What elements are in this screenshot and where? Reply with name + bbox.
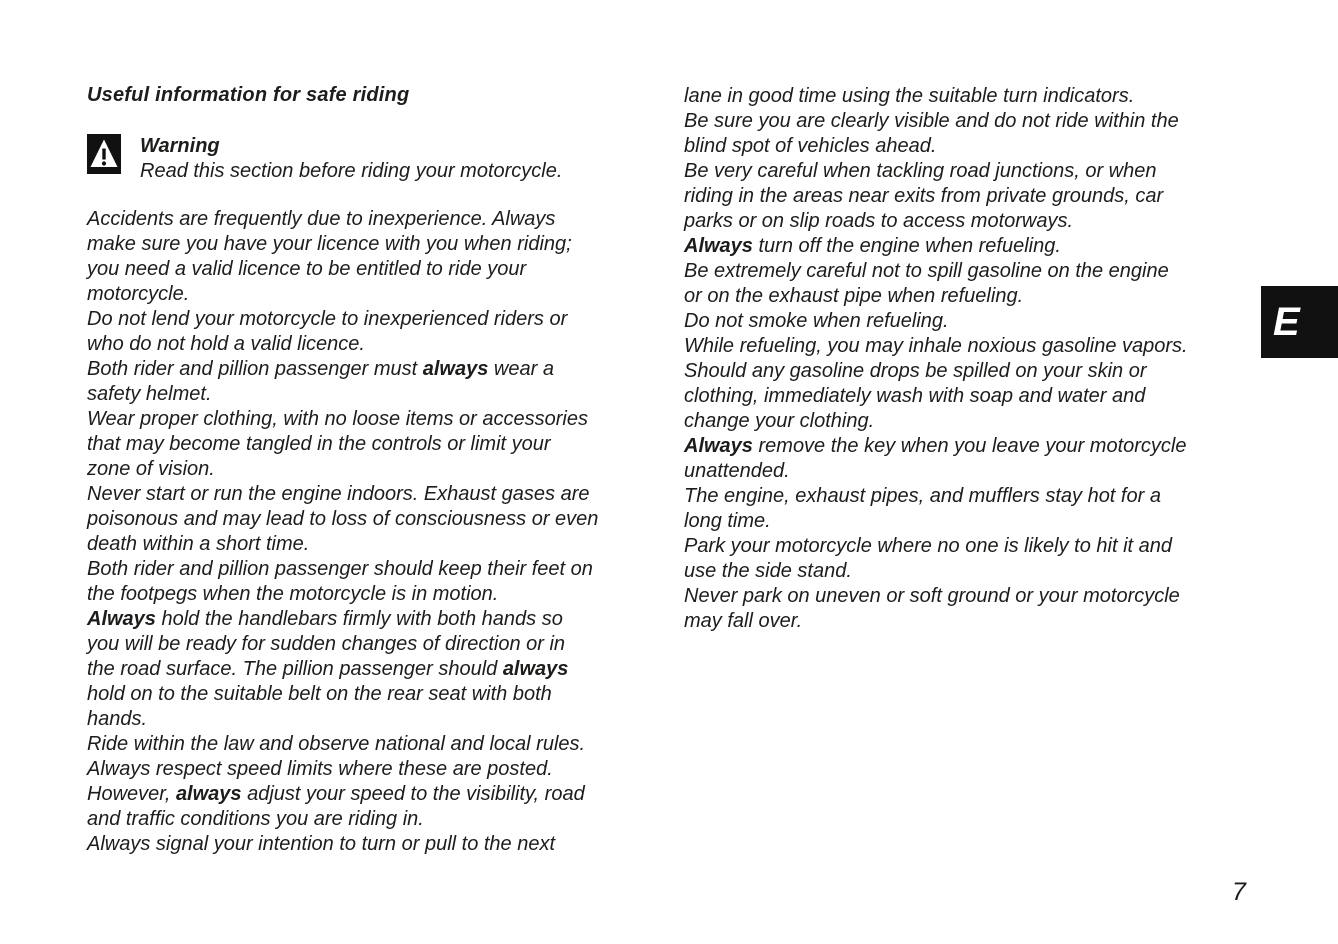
text-line: Always turn off the engine when refueling. (684, 235, 1061, 257)
text-line: lane in good time using the suitable turn indicators. (684, 85, 1135, 107)
text-line: Be extremely careful not to spill gasoline on the engine (684, 260, 1169, 282)
text-line: The engine, exhaust pipes, and mufflers stay hot for a (684, 485, 1161, 507)
text-line: safety helmet. (87, 383, 212, 405)
page-number: 7 (1232, 878, 1246, 906)
text-line: Accidents are frequently due to inexperience. Always (87, 208, 556, 230)
text-line: death within a short time. (87, 533, 310, 555)
text-line: blind spot of vehicles ahead. (684, 135, 937, 157)
text-line: the road surface. The pillion passenger should always (87, 658, 569, 680)
text-line: who do not hold a valid licence. (87, 333, 365, 355)
text-line: Should any gasoline drops be spilled on your skin or (684, 360, 1147, 382)
text-line: that may become tangled in the controls or limit your (87, 433, 551, 455)
text-line: poisonous and may lead to loss of consciousness or even (87, 508, 599, 530)
left-column (87, 84, 672, 855)
text-line: Always remove the key when you leave your motorcycle (684, 435, 1187, 457)
text-line: Always signal your intention to turn or pull to the next (87, 833, 556, 855)
text-line: long time. (684, 510, 771, 532)
text-line: Be very careful when tackling road junctions, or when (684, 160, 1157, 182)
text-line: Park your motorcycle where no one is likely to hit it and (684, 535, 1172, 557)
text-line: hands. (87, 708, 148, 730)
section-heading: Useful information for safe riding (87, 84, 410, 106)
warning-block (87, 134, 562, 184)
text-line: the footpegs when the motorcycle is in motion. (87, 583, 499, 605)
text-line: While refueling, you may inhale noxious gasoline vapors. (684, 335, 1188, 357)
text-line: Be sure you are clearly visible and do not ride within the (684, 110, 1179, 132)
text-line: Never start or run the engine indoors. Exhaust gases are (87, 483, 590, 505)
text-line: Never park on uneven or soft ground or your motorcycle (684, 585, 1180, 607)
text-line: zone of vision. (87, 458, 215, 480)
warning-title: Warning (140, 135, 220, 157)
text-line: Do not lend your motorcycle to inexperienced riders or (87, 308, 568, 330)
right-column-body-text (684, 84, 1188, 634)
text-line: Ride within the law and observe national and local rules. (87, 733, 586, 755)
text-line: Always hold the handlebars firmly with both hands so (87, 608, 563, 630)
text-line: parks or on slip roads to access motorways. (684, 210, 1074, 232)
text-line: Both rider and pillion passenger must always wear a (87, 358, 554, 380)
text-line: Both rider and pillion passenger should keep their feet on (87, 558, 593, 580)
text-line: motorcycle. (87, 283, 190, 305)
text-line: Do not smoke when refueling. (684, 310, 949, 332)
text-line: unattended. (684, 460, 790, 482)
text-line: and traffic conditions you are riding in. (87, 808, 424, 830)
text-line: or on the exhaust pipe when refueling. (684, 285, 1024, 307)
text-line: make sure you have your licence with you when riding; (87, 233, 572, 255)
text-line: may fall over. (684, 610, 803, 632)
warning-texts (140, 134, 562, 184)
text-line: Always respect speed limits where these are posted. (87, 758, 553, 780)
warning-text: Read this section before riding your motorcycle. (140, 160, 563, 182)
text-line: hold on to the suitable belt on the rear seat with both (87, 683, 552, 705)
text-line: clothing, immediately wash with soap and water and (684, 385, 1146, 407)
left-column-body-text (87, 207, 598, 857)
section-tab-letter: E (1273, 300, 1300, 344)
section-tab-e (1261, 286, 1338, 358)
text-line: However, always adjust your speed to the visibility, road (87, 783, 585, 805)
warning-triangle-icon (87, 134, 121, 174)
text-line: use the side stand. (684, 560, 852, 582)
text-line: Wear proper clothing, with no loose items or accessories (87, 408, 588, 430)
text-line: change your clothing. (684, 410, 875, 432)
text-line: riding in the areas near exits from private grounds, car (684, 185, 1164, 207)
text-line: you will be ready for sudden changes of direction or in (87, 633, 566, 655)
text-line: you need a valid licence to be entitled to ride your (87, 258, 527, 280)
